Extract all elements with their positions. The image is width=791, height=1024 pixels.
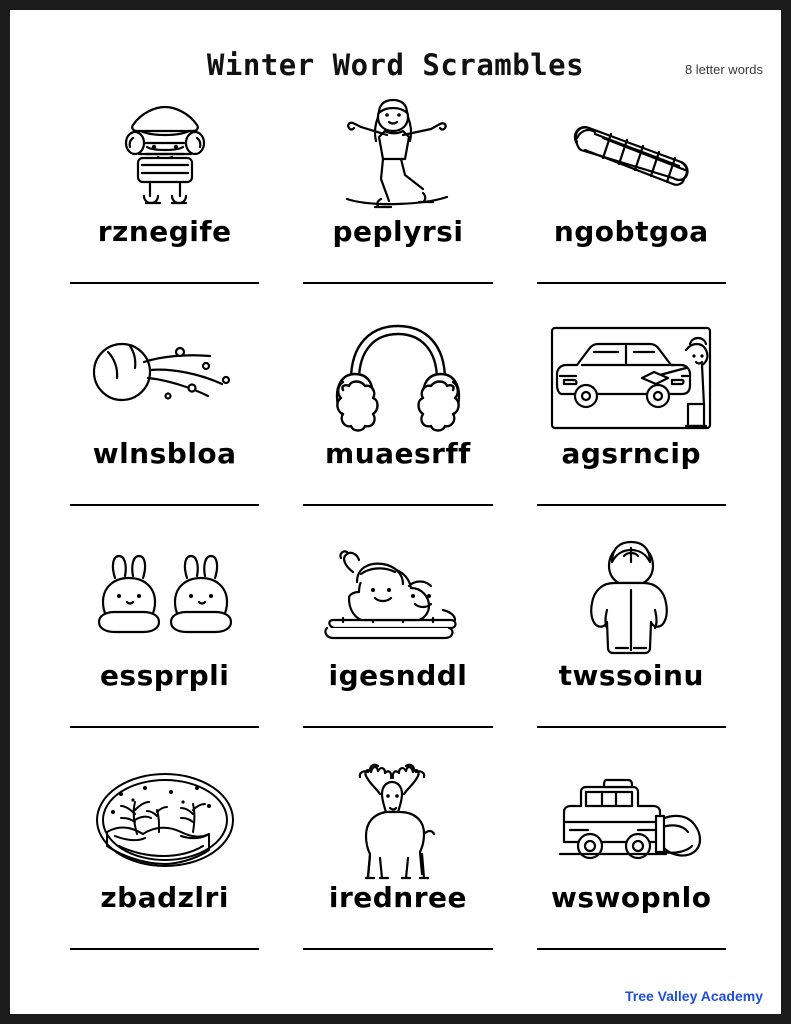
scramble-word: ngobtgoa — [553, 215, 709, 248]
scraping-car-icon — [515, 312, 748, 438]
puzzle-cell — [48, 90, 281, 312]
puzzle-cell — [515, 90, 748, 312]
snowplow-icon — [515, 756, 748, 882]
worksheet-page — [10, 10, 781, 1014]
answer-line[interactable] — [70, 726, 259, 728]
puzzle-grid — [48, 90, 748, 978]
scramble-word: zbadzlri — [100, 881, 229, 914]
page-subtitle: 8 letter words — [684, 62, 763, 77]
answer-line[interactable] — [70, 504, 259, 506]
scramble-word: wlnsbloa — [92, 437, 237, 470]
sledding-icon — [281, 534, 514, 660]
puzzle-cell — [515, 756, 748, 978]
reindeer-icon — [281, 756, 514, 882]
worksheet-header — [10, 10, 781, 84]
puzzle-cell — [48, 756, 281, 978]
answer-line[interactable] — [70, 282, 259, 284]
footer-brand: Tree Valley Academy — [624, 988, 763, 1004]
puzzle-cell — [281, 756, 514, 978]
scramble-word: twssoinu — [558, 659, 704, 692]
blizzard-globe-icon — [48, 756, 281, 882]
answer-line[interactable] — [537, 282, 726, 284]
snowsuit-icon — [515, 534, 748, 660]
snowball-icon — [48, 312, 281, 438]
answer-line[interactable] — [537, 726, 726, 728]
toboggan-icon — [515, 90, 748, 216]
page-title: Winter Word Scrambles — [206, 48, 585, 82]
puzzle-cell — [515, 312, 748, 534]
scramble-word: igesnddl — [328, 659, 468, 692]
puzzle-cell — [48, 312, 281, 534]
puzzle-cell — [281, 534, 514, 756]
answer-line[interactable] — [303, 504, 492, 506]
puzzle-cell — [48, 534, 281, 756]
slippers-icon — [48, 534, 281, 660]
puzzle-cell — [281, 312, 514, 534]
scramble-word: irednree — [328, 881, 468, 914]
earmuffs-icon — [281, 312, 514, 438]
answer-line[interactable] — [303, 948, 492, 950]
scramble-word: rznegife — [97, 215, 232, 248]
scramble-word: agsrncip — [561, 437, 702, 470]
answer-line[interactable] — [303, 726, 492, 728]
answer-line[interactable] — [537, 948, 726, 950]
scramble-word: muaesrff — [325, 437, 471, 470]
answer-line[interactable] — [537, 504, 726, 506]
scramble-word: essprpli — [99, 659, 230, 692]
answer-line[interactable] — [303, 282, 492, 284]
scramble-word: wswopnlo — [551, 881, 712, 914]
answer-line[interactable] — [70, 948, 259, 950]
puzzle-cell — [515, 534, 748, 756]
scramble-word: peplyrsi — [332, 215, 464, 248]
freezing-kid-icon — [48, 90, 281, 216]
ice-skater-icon — [281, 90, 514, 216]
puzzle-cell — [281, 90, 514, 312]
